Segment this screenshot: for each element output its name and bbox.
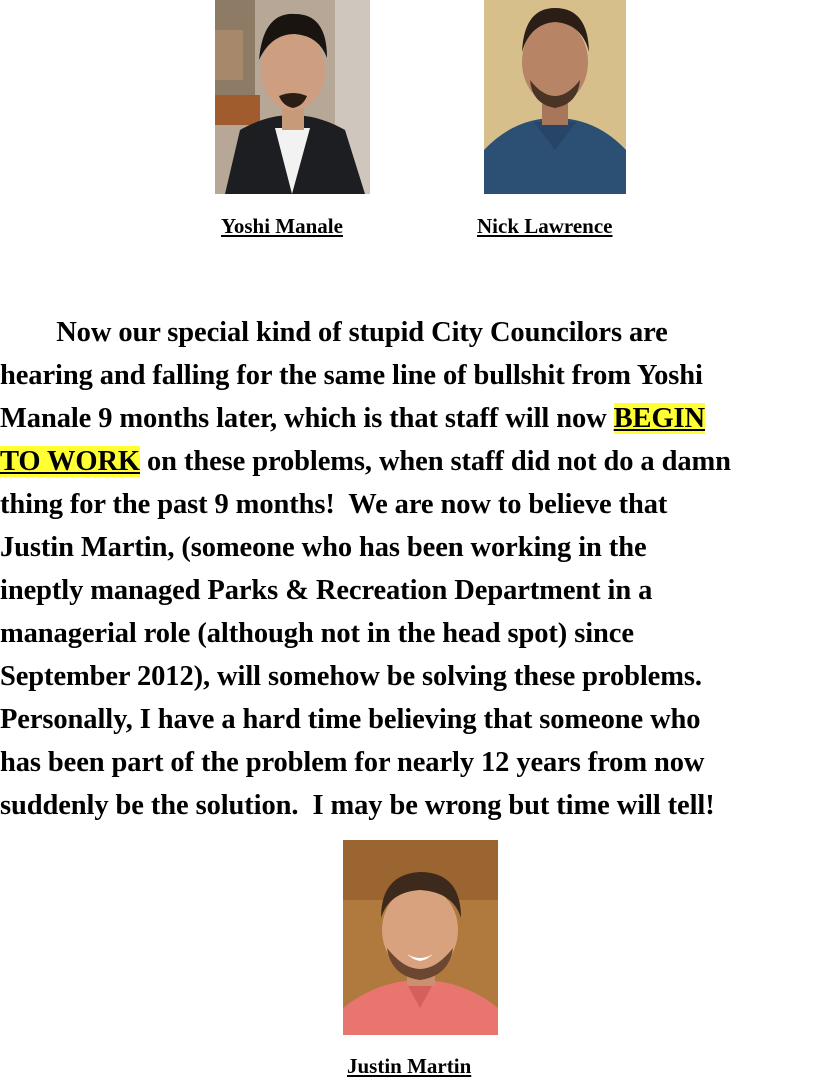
photo-nick-lawrence [484,0,626,194]
paragraph-line: thing for the past 9 months! We are now to believe that [0,489,668,520]
paragraph-line [0,440,837,483]
paragraph-line: Personally, I have a hard time believing that someone who [0,704,701,735]
highlight-begin: BEGIN [613,403,706,434]
highlight-to-work: TO WORK [0,446,140,477]
paragraph-line: September 2012), will somehow be solving these problems. [0,661,702,692]
paragraph-line: has been part of the problem for nearly 12 years from now [0,747,705,778]
paragraph-line: Justin Martin, (someone who has been working in the [0,532,647,563]
paragraph-line [0,397,837,440]
caption-justin-martin: Justin Martin [347,1054,472,1078]
paragraph-text: on these problems, when staff did not do a damn [140,446,731,477]
caption-nick-lawrence: Nick Lawrence [477,214,613,238]
paragraph-line: managerial role (although not in the head spot) since [0,618,634,649]
paragraph-line: ineptly managed Parks & Recreation Department in a [0,575,653,606]
photo-justin-martin [343,840,498,1035]
paragraph-line: suddenly be the solution. I may be wrong but time will tell! [0,790,715,821]
body-paragraph [0,311,837,827]
paragraph-line: hearing and falling for the same line of bullshit from Yoshi [0,360,703,391]
paragraph-line: Now our special kind of stupid City Councilors are [0,317,668,348]
caption-yoshi-manale: Yoshi Manale [221,214,343,238]
paragraph-text: Manale 9 months later, which is that staff will now [0,403,614,434]
photo-yoshi-manale [215,0,370,194]
